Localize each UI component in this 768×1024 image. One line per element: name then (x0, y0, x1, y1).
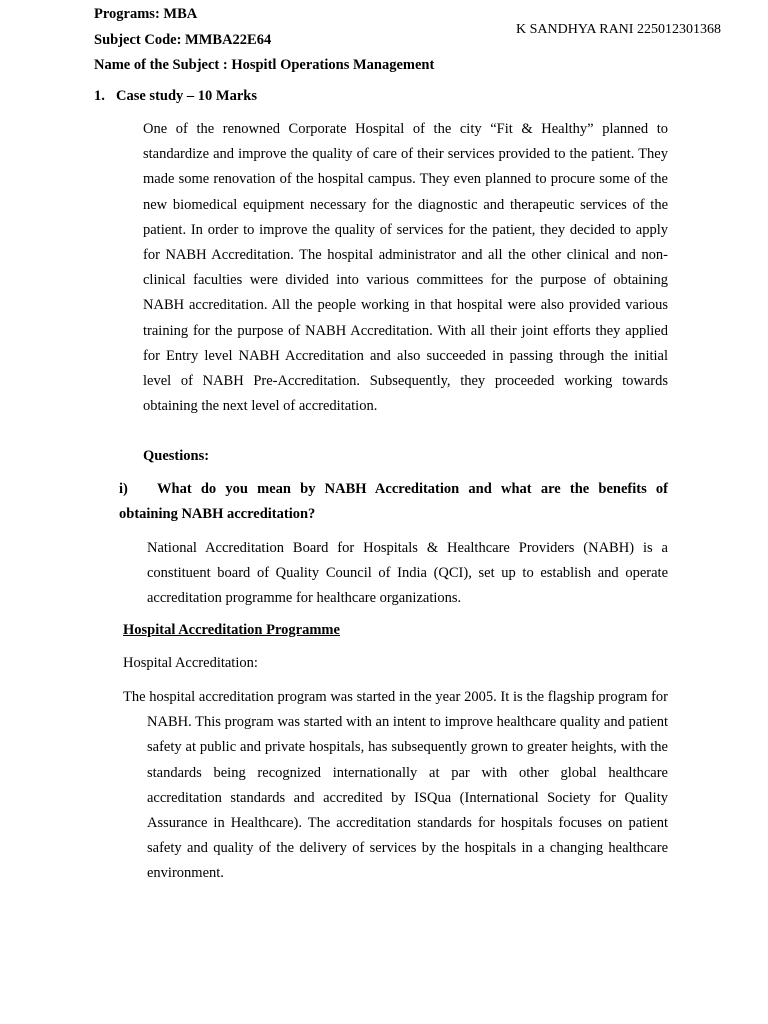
program-paragraph: The hospital accreditation program was started in the year 2005. It is the flagship program for NABH. This program was started with an intent to improve healthcare quality and patient safety at public and private hospitals, has subsequently grown to greater heights, with the standards being recognized internationally at par with other global healthcare accreditation standards and accredited by ISQua (International Society for Quality Assurance in Healthcare). The accreditation standards for hospitals focuses on patient safety and quality of the delivery of services by the hospitals in a changing healthcare environment. (123, 689, 668, 882)
case-study-paragraph: One of the renowned Corporate Hospital of the city “Fit & Healthy” planned to standardize and improve the quality of care of their services provided to the patient. They made some renovation of the hospital campus. They even planned to procure some of the new biomedical equipment necessary for the diagnostic and therapeutic services of the patient. In order to improve the quality of services for the patient, they decided to apply for NABH Accreditation. The hospital administrator and all the other clinical and non- clinical faculties were divided into various committees for the purpose of obtaining NABH accreditation. All the people working in that hospital were also provided various training for the purpose of NABH Accreditation. With all their joint efforts they applied for Entry level NABH Accreditation and also succeeded in passing through the initial level of NABH Pre-Accreditation. Subsequently, they proceeded working towards obtaining the next level of accreditation. (143, 121, 668, 415)
sub-heading: Hospital Accreditation: (123, 655, 258, 671)
case-study-title: Case study – 10 Marks (116, 88, 257, 104)
answer-intro-paragraph: National Accreditation Board for Hospitals & Healthcare Providers (NABH) is a constituent board of Quality Council of India (QCI), set up to establish and operate accreditation programme for healthcare organizations. (147, 540, 668, 607)
author-name: K SANDHYA RANI 225012301368 (516, 22, 721, 37)
subject-code-line: Subject Code: MMBA22E64 (94, 32, 272, 48)
case-study-number: 1. (94, 88, 105, 104)
question-line-2: obtaining NABH accreditation? (119, 506, 316, 522)
question-number: i) (119, 481, 128, 497)
programs-line: Programs: MBA (94, 6, 198, 22)
question-line-1: What do you mean by NABH Accreditation and what are the benefits of (157, 481, 668, 497)
subject-name-line: Name of the Subject : Hospitl Operations Management (94, 57, 435, 73)
section-heading: Hospital Accreditation Programme (123, 622, 340, 638)
questions-label: Questions: (143, 448, 210, 464)
